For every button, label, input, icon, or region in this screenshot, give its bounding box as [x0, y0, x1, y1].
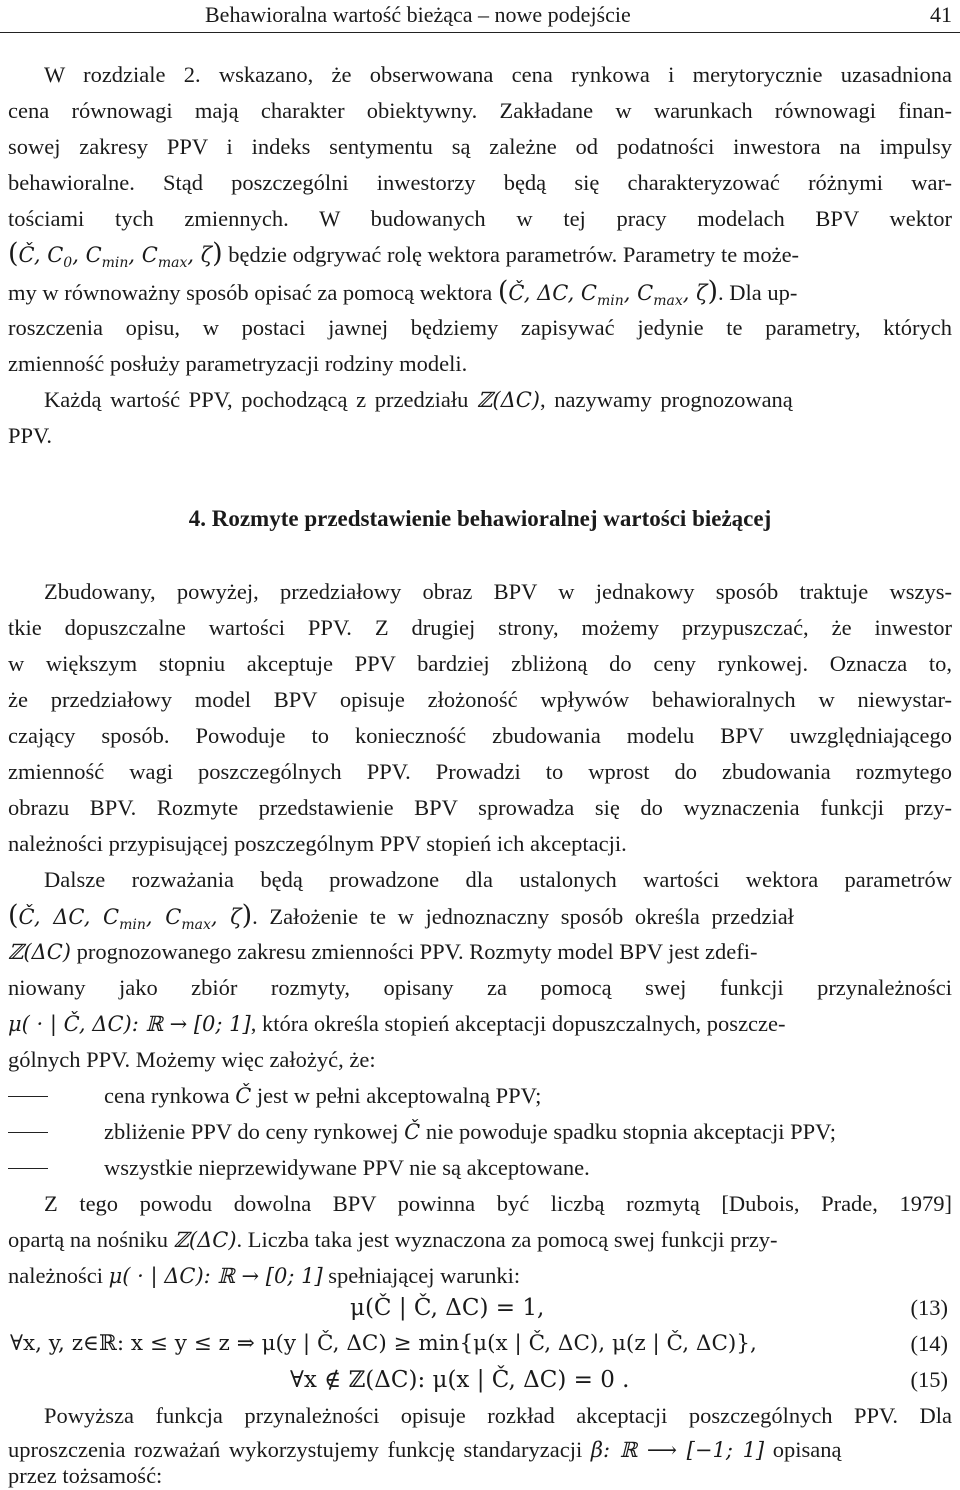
para5-text: spełniającej warunki:	[328, 1263, 521, 1288]
para1-line: tościami tych zmiennych. W budowanych w tej pracy modelach BPV wektor	[8, 206, 952, 231]
para1-line: cena równowagi mają charakter obiektywny. Zakładane w warunkach równowagi finan-	[8, 98, 952, 123]
math-paren: (	[8, 238, 19, 269]
para3-line: że przedziałowy model BPV opisuje złożoność wpływów behawioralnych w niewystar-	[8, 687, 952, 712]
para5-line: Z tego powodu dowolna BPV powinna być liczbą rozmytą [Dubois, Prade, 1979]	[44, 1191, 952, 1216]
para1-line	[8, 278, 952, 307]
market-price-symbol: Č	[404, 1120, 421, 1144]
para1-line: W rozdziale 2. wskazano, że obserwowana cena rynkowa i merytorycznie uzasadniona	[44, 62, 952, 87]
math-paren: (	[497, 276, 509, 307]
para4-text: . Założenie te w jednoznaczny sposób określa przedział	[252, 904, 794, 929]
param-vector-fixed: Č, ΔC, $C_{min}$, $C_{max}$, ζ	[18, 905, 242, 933]
para4-text: prognozowanego zakresu zmienności PPV. Rozmyty model BPV jest zdefi-	[76, 939, 758, 964]
equation-14: ∀x, y, z∈ℝ: x ≤ y ≤ z ⇒ μ(y | Č, ΔC) ≥ min{μ(x | Č, ΔC), μ(z | Č, ΔC)},	[10, 1331, 757, 1356]
para6-line: przez tożsamość:	[8, 1463, 163, 1488]
para3-line: zmienność wagi poszczególnych PPV. Prowadzi to wprost do zbudowania rozmytego	[8, 759, 952, 784]
para5-text: opartą na nośniku	[8, 1227, 168, 1252]
equation-number: (14)	[910, 1331, 948, 1356]
para3-line: obrazu BPV. Rozmyte przedstawienie BPV sprowadza się do wyznaczenia funkcji przy-	[8, 795, 952, 820]
math-paren: )	[241, 900, 253, 931]
equation-number: (15)	[910, 1367, 948, 1392]
para1-text: . Dla up-	[718, 280, 798, 305]
para6-line	[8, 1436, 952, 1464]
interval-z: ℤ(ΔC)	[477, 388, 540, 412]
running-header	[0, 0, 960, 33]
interval-z: ℤ(ΔC)	[173, 1228, 237, 1252]
interval-z: ℤ(ΔC)	[8, 940, 71, 964]
bullet-text: cena rynkowa	[104, 1083, 230, 1108]
equation-15: ∀x ∉ ℤ(ΔC): μ(x | Č, ΔC) = 0 .	[290, 1367, 630, 1393]
para5-line	[8, 1226, 952, 1254]
membership-function: μ( · | Č, ΔC): ℝ → [0; 1]	[8, 1012, 251, 1036]
para2-line: PPV.	[8, 423, 53, 448]
para4-line	[8, 1010, 952, 1038]
param-vector: Č, $C_0$, $C_{min}$, $C_{max}$, ζ	[18, 243, 213, 271]
bullet-item	[104, 1082, 541, 1110]
para3-line: Zbudowany, powyżej, przedziałowy obraz BPV w jednakowy sposób traktuje wszys-	[44, 579, 952, 604]
para6-text: uproszczenia rozważań wykorzystujemy funkcję standaryzacji	[8, 1437, 583, 1462]
math-paren: )	[212, 238, 223, 269]
para5-text: . Liczba taka jest wyznaczona za pomocą swej funkcji przy-	[236, 1227, 778, 1252]
para5-text: należności	[8, 1263, 103, 1288]
para3-line: należności przypisującej poszczególnym PPV stopień ich akceptacji.	[8, 831, 627, 856]
para6-text: opisaną	[772, 1437, 842, 1462]
para4-line	[8, 938, 952, 966]
para1-line: roszczenia opisu, w postaci jawnej będziemy zapisywać jedynie te parametry, których	[8, 315, 952, 340]
header-title: Behawioralna wartość bieżąca – nowe podejście	[205, 2, 631, 27]
bullet-dash	[8, 1096, 48, 1097]
para1-text: my w równoważny sposób opisać za pomocą wektora	[8, 280, 493, 305]
para1-line	[8, 240, 952, 269]
para4-line: Dalsze rozważania będą prowadzone dla ustalonych wartości wektora parametrów	[44, 867, 952, 892]
para4-line: gólnych PPV. Możemy więc założyć, że:	[8, 1047, 376, 1072]
page-number: 41	[930, 2, 952, 27]
bullet-item: wszystkie nieprzewidywane PPV nie są akceptowane.	[104, 1155, 590, 1180]
para2-text: , nazywamy prognozowaną	[540, 387, 793, 412]
bullet-dash	[8, 1168, 48, 1169]
standardization-function: β: ℝ ⟶ [−1; 1]	[590, 1438, 765, 1462]
bullet-text: nie powoduje spadku stopnia akceptacji PPV;	[425, 1119, 836, 1144]
para3-line: w większym stopniu akceptuje PPV bardziej zbliżoną do ceny rynkowej. Oznacza to,	[8, 651, 952, 676]
para1-line: zmienność posłuży parametryzacji rodziny modeli.	[8, 351, 468, 376]
para1-line: behawioralne. Stąd poszczególni inwestorzy będą się charakteryzować różnymi war-	[8, 170, 952, 195]
para4-text: , która określa stopień akceptacji dopuszczalnych, poszcze-	[250, 1011, 786, 1036]
equation-number: (13)	[910, 1295, 948, 1320]
bullet-text: jest w pełni akceptowalną PPV;	[256, 1083, 542, 1108]
para1-text: będzie odgrywać rolę wektora parametrów. Parametry te może-	[228, 242, 800, 267]
para3-line: tkie dopuszczalne wartości PPV. Z drugiej strony, możemy przypuszczać, że inwestor	[8, 615, 952, 640]
membership-function: μ( · | ΔC): ℝ → [0; 1]	[108, 1264, 323, 1288]
para4-line: niowany jako zbiór rozmyty, opisany za pomocą swej funkcji przynależności	[8, 975, 952, 1000]
para5-line	[8, 1262, 952, 1290]
math-paren: )	[707, 276, 719, 307]
param-vector-alt: Č, ΔC, $C_{min}$, $C_{max}$, ζ	[508, 281, 708, 309]
para3-line: czający sposób. Powoduje to konieczność zbudowania modelu BPV uwzględniającego	[8, 723, 952, 748]
section-heading: 4. Rozmyte przedstawienie behawioralnej wartości bieżącej	[188, 506, 772, 531]
bullet-dash	[8, 1132, 48, 1133]
para2-line	[44, 386, 952, 414]
bullet-item	[104, 1118, 836, 1146]
para6-line: Powyższa funkcja przynależności opisuje rozkład akceptacji poszczególnych PPV. Dla	[44, 1403, 952, 1428]
equation-13: μ(Č | Č, ΔC) = 1,	[350, 1295, 545, 1321]
para2-text: Każdą wartość PPV, pochodzącą z przedziału	[44, 387, 469, 412]
para4-line	[8, 902, 952, 931]
math-paren: (	[8, 900, 19, 931]
para1-line: sowej zakresy PPV i indeks sentymentu są zależne od podatności inwestora na impulsy	[8, 134, 952, 159]
market-price-symbol: Č	[235, 1084, 252, 1108]
bullet-text: zbliżenie PPV do ceny rynkowej	[104, 1119, 399, 1144]
